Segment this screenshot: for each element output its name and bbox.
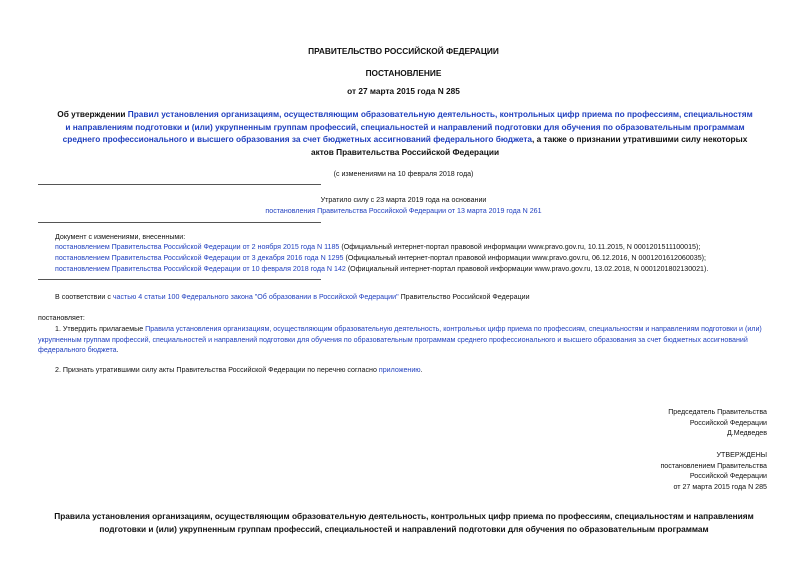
changes-item-link[interactable]: постановлением Правительства Российской Федерации от 3 декабря 2016 года N 1295: [55, 254, 344, 262]
changes-item-source: (Официальный интернет-портал правовой информации www.pravo.gov.ru, 06.12.2016, N 0001201612060035);: [343, 254, 706, 262]
document-type: ПОСТАНОВЛЕНИЕ: [365, 68, 442, 78]
preamble-suffix: Правительство Российской Федерации: [398, 293, 530, 301]
document-date: от 27 марта 2015 года N 285: [347, 86, 460, 96]
changes-item: [55, 254, 706, 262]
item-2-suffix: .: [420, 366, 423, 374]
expired-basis-link[interactable]: постановления Правительства Российской Федерации от 13 марта 2019 года N 261: [265, 207, 542, 215]
approval-date: от 27 марта 2015 года N 285: [673, 482, 767, 491]
approval-line: постановлением Правительства: [660, 461, 767, 470]
item-1-prefix: 1. Утвердить прилагаемые: [55, 325, 146, 333]
title-prefix: Об утверждении: [57, 109, 128, 119]
preamble-prefix: В соответствии с: [55, 293, 113, 301]
signature-body: Российской Федерации: [689, 418, 767, 427]
title-suffix: , а также о признании утратившими силу некоторых актов Правительства Российской Федерации: [310, 134, 748, 157]
approved-rules-link[interactable]: Правила установления организациям, осуществляющим образовательную деятельность, контрольных цифр приема по профессиям, специальностям и направлениям подготовки и (или) укрупненным группам профессий, специальностей и направлений подготовки для обучения по образовательным программам среднего профессионального и высшего образования за счет бюджетных ассигнований федерального бюджета: [38, 325, 762, 354]
divider: [38, 222, 321, 223]
approval-heading: УТВЕРЖДЕНЫ: [716, 451, 767, 459]
divider: [38, 279, 321, 280]
rules-title: Правила установления организациям, осуществляющим образовательную деятельность, контрольных цифр приема по профессиям, специальностям и направлениям подготовки и (или) укрупненным группам профессий, специальностей и направлений подготовки для обучения по образовательным программам: [54, 511, 754, 534]
item-2-prefix: 2. Признать утратившими силу акты Правительства Российской Федерации по перечню согласно: [55, 366, 379, 374]
education-law-link[interactable]: частью 4 статьи 100 Федерального закона "Об образовании в Российской Федерации": [112, 293, 399, 301]
title-rules-link[interactable]: Правил установления организациям, осуществляющим образовательную деятельность, контрольных цифр приема по профессиям, специальностям и направлениям подготовки и (или) укрупненным группам профессий, специальностей и направлений подготовки для обучения по образовательным программам среднего профессионального и высшего образования за счет бюджетных ассигнований федерального бюджета: [62, 109, 753, 145]
approval-block: [660, 450, 767, 492]
signature-position: Председатель Правительства: [668, 408, 767, 416]
appendix-link[interactable]: приложению: [378, 366, 421, 374]
preamble: [55, 293, 530, 301]
approval-line: Российской Федерации: [689, 472, 767, 480]
expired-link-line: [0, 207, 807, 215]
signature-name: Д.Медведев: [726, 429, 767, 437]
changes-item-link[interactable]: постановлением Правительства Российской Федерации от 2 ноября 2015 года N 1185: [55, 243, 340, 251]
changes-item-source: (Официальный интернет-портал правовой информации www.pravo.gov.ru, 10.11.2015, N 0001201511100015);: [339, 243, 701, 251]
resolves-text: постановляет:: [38, 314, 85, 322]
changes-item: [55, 265, 708, 273]
divider: [38, 184, 321, 185]
document-title: [55, 108, 755, 158]
expired-notice: Утратило силу с 23 марта 2019 года на основании: [320, 196, 487, 204]
item-2: [55, 366, 423, 374]
changes-item: [55, 243, 700, 251]
changes-item-source: (Официальный интернет-портал правовой информации www.pravo.gov.ru, 13.02.2018, N 0001201802130021).: [345, 265, 709, 273]
signature-block: [668, 407, 767, 439]
amendment-note: (с изменениями на 10 февраля 2018 года): [333, 170, 474, 178]
item-1-suffix: .: [116, 346, 119, 354]
changes-heading: Документ с изменениями, внесенными:: [55, 233, 186, 241]
changes-item-link[interactable]: постановлением Правительства Российской Федерации от 10 февраля 2018 года N 142: [55, 265, 346, 273]
government-heading: ПРАВИТЕЛЬСТВО РОССИЙСКОЙ ФЕДЕРАЦИИ: [308, 46, 499, 56]
item-1: [38, 324, 768, 356]
